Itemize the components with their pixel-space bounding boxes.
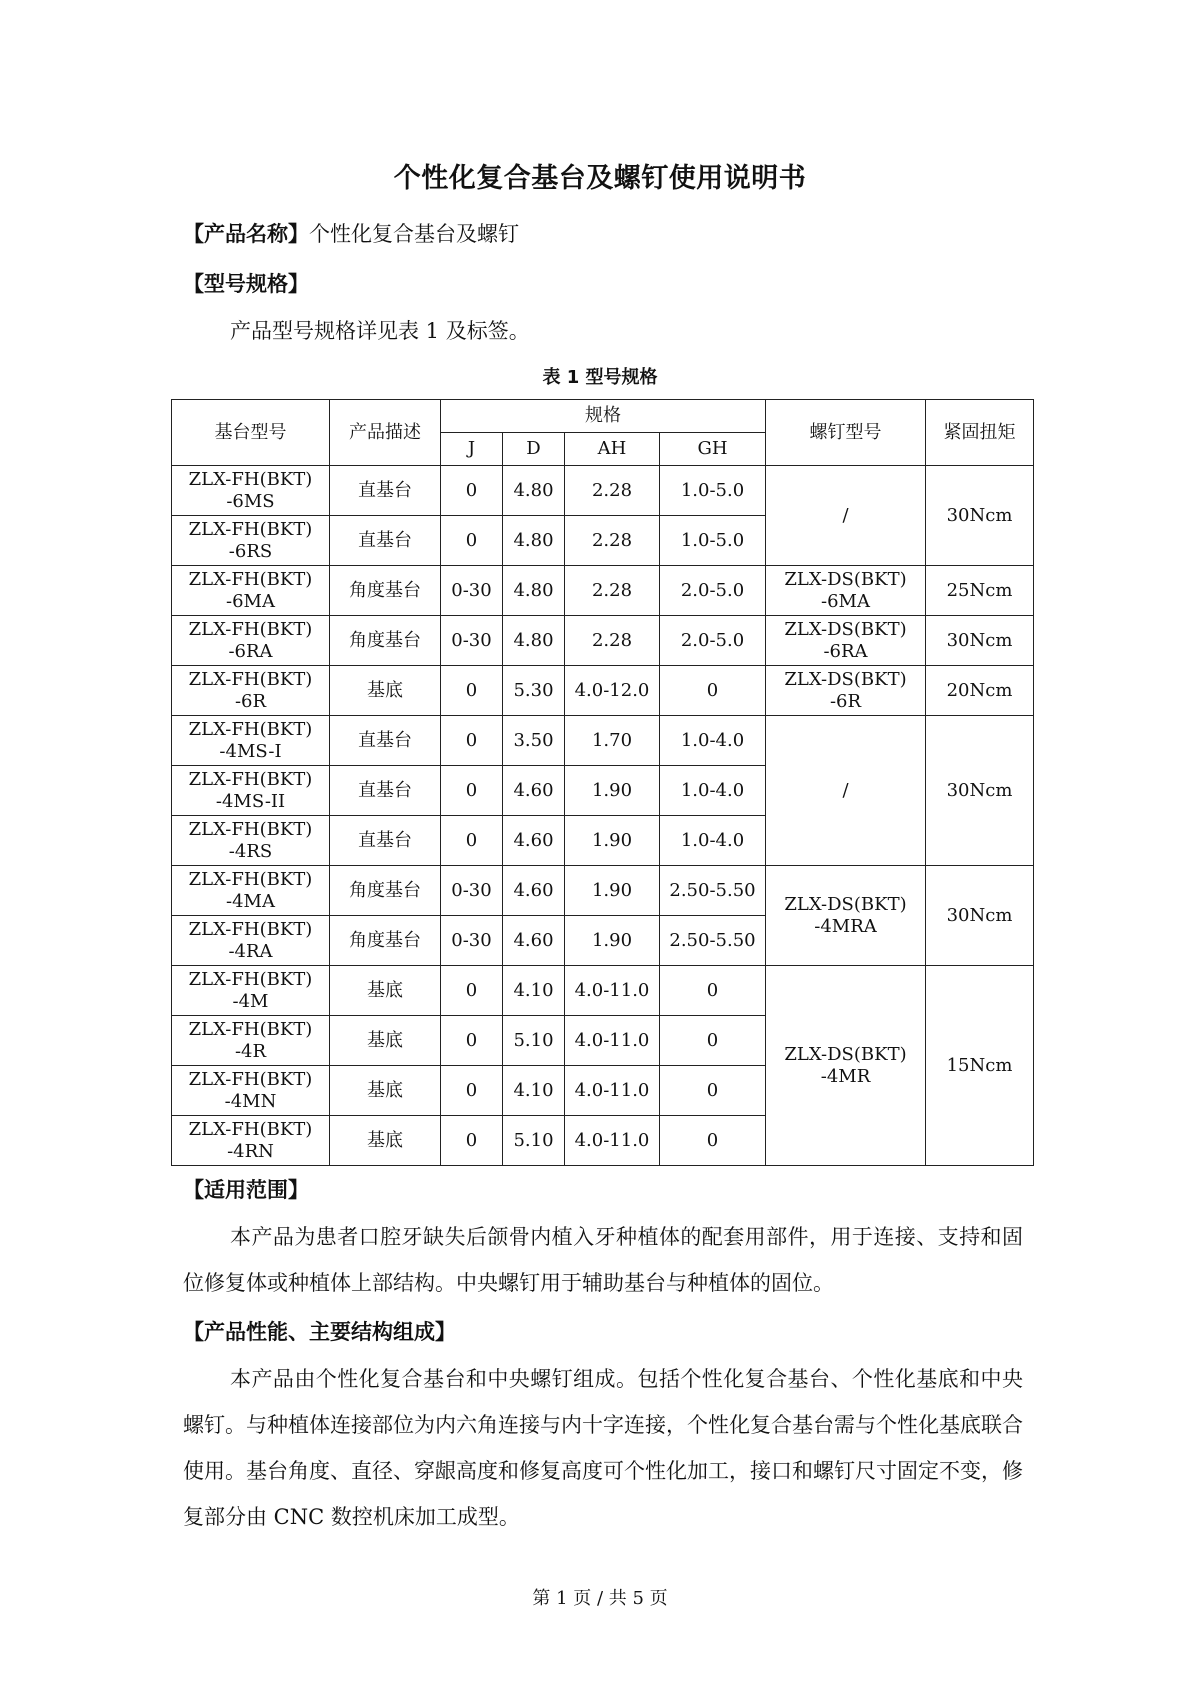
- j-cell: 0: [441, 1116, 503, 1166]
- gh-cell: 2.0-5.0: [660, 616, 766, 666]
- product-name-label: 【产品名称】: [183, 222, 309, 246]
- table-row: [172, 716, 1034, 766]
- j-cell: 0: [441, 516, 503, 566]
- screw-line-2: -6MA: [821, 590, 870, 612]
- ah-cell: 4.0-11.0: [565, 1116, 660, 1166]
- d-cell: 4.10: [503, 1066, 565, 1116]
- j-cell: 0: [441, 966, 503, 1016]
- abutment-model-cell: [172, 916, 330, 966]
- d-cell: 4.80: [503, 516, 565, 566]
- ah-cell: 4.0-11.0: [565, 1066, 660, 1116]
- model-spec-heading: 【型号规格】: [183, 272, 309, 296]
- header-ah: AH: [565, 433, 660, 466]
- ah-cell: 1.70: [565, 716, 660, 766]
- model-line-2: -6MS: [226, 490, 275, 512]
- document-title: 个性化复合基台及螺钉使用说明书: [393, 163, 807, 194]
- abutment-model-cell: [172, 1066, 330, 1116]
- header-description: 产品描述: [330, 400, 441, 466]
- screw-line-1: ZLX-DS(BKT): [784, 568, 907, 590]
- d-cell: 5.10: [503, 1016, 565, 1066]
- d-cell: 5.10: [503, 1116, 565, 1166]
- ah-cell: 4.0-11.0: [565, 966, 660, 1016]
- page-footer: 第 1 页 / 共 5 页: [532, 1588, 668, 1609]
- ah-cell: 1.90: [565, 766, 660, 816]
- gh-cell: 0: [660, 1116, 766, 1166]
- screw-line-1: ZLX-DS(BKT): [784, 668, 907, 690]
- model-line-2: -4RN: [227, 1140, 274, 1162]
- model-line-2: -4RS: [228, 840, 273, 862]
- table-row: [172, 466, 1034, 516]
- description-cell: 基底: [330, 666, 441, 716]
- ah-cell: 2.28: [565, 466, 660, 516]
- table-row: [172, 566, 1034, 616]
- torque-cell: 25Ncm: [926, 566, 1034, 616]
- spec-table: [171, 399, 1034, 1166]
- gh-cell: 0: [660, 666, 766, 716]
- torque-cell: 20Ncm: [926, 666, 1034, 716]
- j-cell: 0-30: [441, 616, 503, 666]
- j-cell: 0: [441, 466, 503, 516]
- torque-cell: 30Ncm: [926, 716, 1034, 866]
- gh-cell: 1.0-5.0: [660, 466, 766, 516]
- header-d: D: [503, 433, 565, 466]
- description-cell: 角度基台: [330, 616, 441, 666]
- model-line-2: -4M: [232, 990, 269, 1012]
- j-cell: 0: [441, 1016, 503, 1066]
- model-line-1: ZLX-FH(BKT): [188, 818, 313, 840]
- abutment-model-cell: [172, 616, 330, 666]
- d-cell: 4.60: [503, 816, 565, 866]
- gh-cell: 0: [660, 966, 766, 1016]
- screw-line-1: /: [842, 779, 849, 801]
- ah-cell: 1.90: [565, 816, 660, 866]
- abutment-model-cell: [172, 1016, 330, 1066]
- abutment-model-cell: [172, 516, 330, 566]
- gh-cell: 1.0-5.0: [660, 516, 766, 566]
- description-cell: 直基台: [330, 466, 441, 516]
- j-cell: 0: [441, 816, 503, 866]
- gh-cell: 1.0-4.0: [660, 816, 766, 866]
- ah-cell: 1.90: [565, 866, 660, 916]
- gh-cell: 0: [660, 1016, 766, 1066]
- screw-line-1: ZLX-DS(BKT): [784, 1043, 907, 1065]
- header-screw-model: 螺钉型号: [766, 400, 926, 466]
- model-line-2: -4MA: [226, 890, 275, 912]
- screw-model-cell: [766, 966, 926, 1166]
- model-line-1: ZLX-FH(BKT): [188, 768, 313, 790]
- abutment-model-cell: [172, 1116, 330, 1166]
- screw-model-cell: [766, 666, 926, 716]
- screw-line-2: -6R: [829, 690, 862, 712]
- description-cell: 基底: [330, 966, 441, 1016]
- description-cell: 角度基台: [330, 866, 441, 916]
- d-cell: 4.80: [503, 616, 565, 666]
- table-header-row: [172, 400, 1034, 433]
- model-line-2: -4MN: [224, 1090, 277, 1112]
- model-line-1: ZLX-FH(BKT): [188, 1118, 313, 1140]
- abutment-model-cell: [172, 966, 330, 1016]
- header-torque: 紧固扭矩: [926, 400, 1034, 466]
- d-cell: 4.80: [503, 566, 565, 616]
- model-spec-text: 产品型号规格详见表 1 及标签。: [230, 319, 530, 343]
- model-line-1: ZLX-FH(BKT): [188, 568, 313, 590]
- j-cell: 0: [441, 1066, 503, 1116]
- model-line-2: -4RA: [228, 940, 273, 962]
- model-line-1: ZLX-FH(BKT): [188, 968, 313, 990]
- performance-heading: 【产品性能、主要结构组成】: [183, 1320, 456, 1344]
- table-row: [172, 616, 1034, 666]
- gh-cell: 2.0-5.0: [660, 566, 766, 616]
- ah-cell: 2.28: [565, 566, 660, 616]
- model-line-2: -4MS-I: [219, 740, 282, 762]
- ah-cell: 4.0-12.0: [565, 666, 660, 716]
- model-line-2: -6R: [234, 690, 267, 712]
- description-cell: 基底: [330, 1066, 441, 1116]
- j-cell: 0-30: [441, 916, 503, 966]
- d-cell: 4.10: [503, 966, 565, 1016]
- screw-model-cell: [766, 616, 926, 666]
- table-caption: 表 1 型号规格: [542, 367, 658, 388]
- description-cell: 直基台: [330, 816, 441, 866]
- performance-paragraph: 本产品由个性化复合基台和中央螺钉组成。包括个性化复合基台、个性化基底和中央螺钉。与种植体连接部位为内六角连接与内十字连接，个性化复合基台需与个性化基底联合使用。基台角度、直径、穿龈高度和修复高度可个性化加工，接口和螺钉尺寸固定不变，修复部分由 CNC 数控机床加工成型。: [183, 1367, 1023, 1529]
- model-line-1: ZLX-FH(BKT): [188, 618, 313, 640]
- table-row: [172, 666, 1034, 716]
- d-cell: 3.50: [503, 716, 565, 766]
- d-cell: 4.60: [503, 766, 565, 816]
- description-cell: 基底: [330, 1016, 441, 1066]
- abutment-model-cell: [172, 766, 330, 816]
- torque-cell: 30Ncm: [926, 466, 1034, 566]
- model-line-2: -6RA: [228, 640, 273, 662]
- description-cell: 基底: [330, 1116, 441, 1166]
- screw-line-1: /: [842, 504, 849, 526]
- gh-cell: 2.50-5.50: [660, 916, 766, 966]
- scope-heading: 【适用范围】: [183, 1178, 309, 1202]
- screw-line-1: ZLX-DS(BKT): [784, 618, 907, 640]
- header-gh: GH: [660, 433, 766, 466]
- header-j: J: [441, 433, 503, 466]
- ah-cell: 2.28: [565, 616, 660, 666]
- d-cell: 4.80: [503, 466, 565, 516]
- description-cell: 角度基台: [330, 566, 441, 616]
- table-row: [172, 966, 1034, 1016]
- model-line-1: ZLX-FH(BKT): [188, 718, 313, 740]
- torque-cell: 30Ncm: [926, 616, 1034, 666]
- screw-line-2: -6RA: [823, 640, 868, 662]
- abutment-model-cell: [172, 566, 330, 616]
- ah-cell: 1.90: [565, 916, 660, 966]
- description-cell: 直基台: [330, 716, 441, 766]
- description-cell: 角度基台: [330, 916, 441, 966]
- model-line-2: -6MA: [226, 590, 275, 612]
- model-line-1: ZLX-FH(BKT): [188, 1018, 313, 1040]
- model-line-2: -4MS-II: [215, 790, 286, 812]
- abutment-model-cell: [172, 816, 330, 866]
- gh-cell: 0: [660, 1066, 766, 1116]
- ah-cell: 2.28: [565, 516, 660, 566]
- table-row: [172, 866, 1034, 916]
- abutment-model-cell: [172, 716, 330, 766]
- screw-model-cell: [766, 466, 926, 566]
- description-cell: 直基台: [330, 516, 441, 566]
- model-line-2: -4R: [234, 1040, 267, 1062]
- abutment-model-cell: [172, 666, 330, 716]
- screw-line-2: -4MRA: [814, 915, 877, 937]
- scope-paragraph: 本产品为患者口腔牙缺失后颌骨内植入牙种植体的配套用部件，用于连接、支持和固位修复体或种植体上部结构。中央螺钉用于辅助基台与种植体的固位。: [183, 1225, 1023, 1295]
- d-cell: 4.60: [503, 866, 565, 916]
- gh-cell: 1.0-4.0: [660, 716, 766, 766]
- torque-cell: 30Ncm: [926, 866, 1034, 966]
- model-line-2: -6RS: [228, 540, 273, 562]
- header-abutment-model: 基台型号: [172, 400, 330, 466]
- gh-cell: 2.50-5.50: [660, 866, 766, 916]
- model-line-1: ZLX-FH(BKT): [188, 1068, 313, 1090]
- model-line-1: ZLX-FH(BKT): [188, 468, 313, 490]
- gh-cell: 1.0-4.0: [660, 766, 766, 816]
- j-cell: 0-30: [441, 566, 503, 616]
- ah-cell: 4.0-11.0: [565, 1016, 660, 1066]
- j-cell: 0: [441, 716, 503, 766]
- header-spec: 规格: [441, 400, 766, 433]
- d-cell: 4.60: [503, 916, 565, 966]
- model-line-1: ZLX-FH(BKT): [188, 868, 313, 890]
- j-cell: 0: [441, 766, 503, 816]
- screw-line-2: -4MR: [820, 1065, 871, 1087]
- product-name-value: 个性化复合基台及螺钉: [309, 222, 519, 246]
- model-line-1: ZLX-FH(BKT): [188, 668, 313, 690]
- screw-model-cell: [766, 866, 926, 966]
- model-line-1: ZLX-FH(BKT): [188, 918, 313, 940]
- product-name-line: [183, 218, 519, 248]
- j-cell: 0: [441, 666, 503, 716]
- abutment-model-cell: [172, 866, 330, 916]
- screw-model-cell: [766, 566, 926, 616]
- screw-line-1: ZLX-DS(BKT): [784, 893, 907, 915]
- screw-model-cell: [766, 716, 926, 866]
- model-line-1: ZLX-FH(BKT): [188, 518, 313, 540]
- description-cell: 直基台: [330, 766, 441, 816]
- d-cell: 5.30: [503, 666, 565, 716]
- j-cell: 0-30: [441, 866, 503, 916]
- abutment-model-cell: [172, 466, 330, 516]
- torque-cell: 15Ncm: [926, 966, 1034, 1166]
